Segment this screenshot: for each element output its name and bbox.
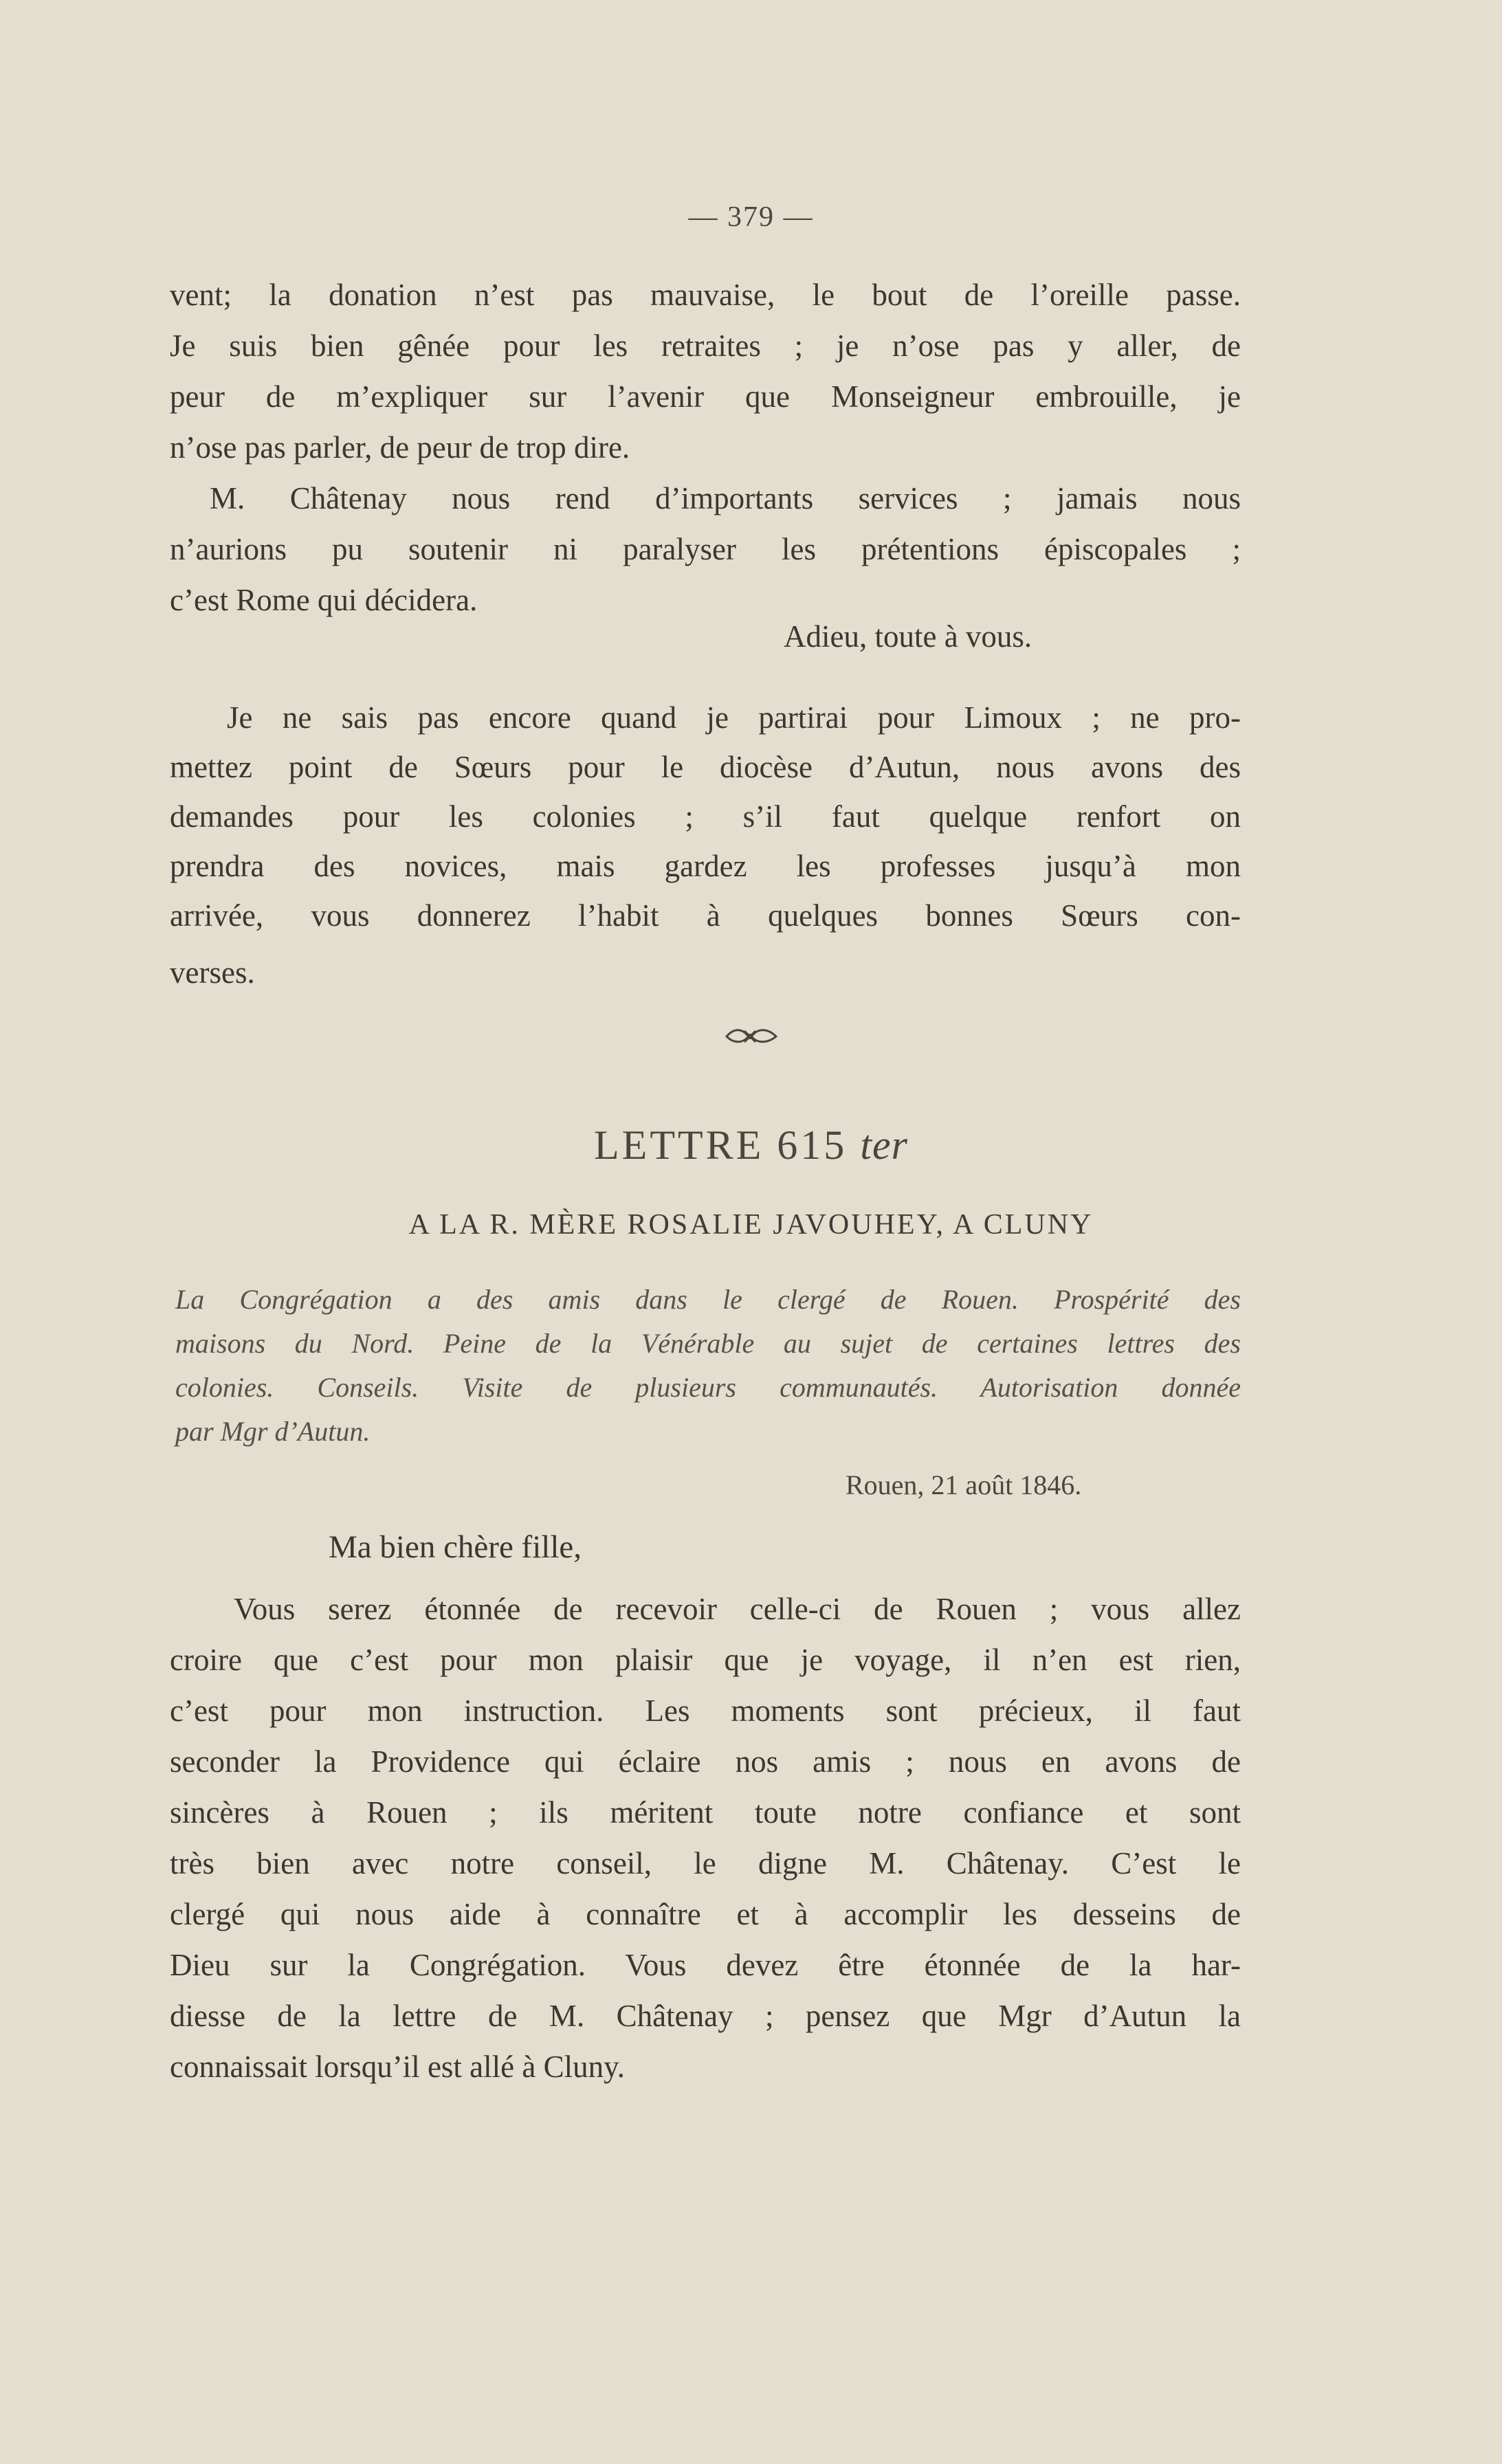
text-line: peur de m’expliquer sur l’avenir que Monseigneur embrouille, je [170,379,1241,414]
text-line: c’est Rome qui décidera. [170,583,478,617]
place-date: Rouen, 21 août 1846. [846,1469,1082,1500]
summary-line: maisons du Nord. Peine de la Vénérable au sujet de certaines lettres des [175,1328,1241,1359]
text-line: diesse de la lettre de M. Châtenay ; pensez que Mgr d’Autun la [170,1999,1241,2033]
text-line: n’aurions pu soutenir ni paralyser les prétentions épiscopales ; [170,532,1241,566]
summary-line: La Congrégation a des amis dans le clergé de Rouen. Prospérité des [175,1284,1241,1315]
letter-number: LETTRE 615 [594,1122,848,1168]
text-line: arrivée, vous donnerez l’habit à quelques bonnes Sœurs con- [170,898,1241,933]
text-line: n’ose pas parler, de peur de trop dire. [170,430,630,465]
letter-suffix: ter [860,1122,908,1168]
text-line: connaissait lorsqu’il est allé à Cluny. [170,2050,625,2084]
text-line: prendra des novices, mais gardez les professes jusqu’à mon [170,849,1241,883]
summary-line: colonies. Conseils. Visite de plusieurs communautés. Autorisation donnée [175,1372,1241,1403]
text-line: Je ne sais pas encore quand je partirai pour Limoux ; ne pro- [227,700,1241,735]
summary-line: par Mgr d’Autun. [175,1416,371,1447]
text-line: Dieu sur la Congrégation. Vous devez être étonnée de la har- [170,1948,1241,1982]
letter-recipient: A LA R. MÈRE ROSALIE JAVOUHEY, A CLUNY [408,1209,1094,1241]
text-line: M. Châtenay nous rend d’importants services ; jamais nous [210,481,1241,515]
text-line: c’est pour mon instruction. Les moments sont précieux, il faut [170,1694,1241,1728]
text-line: Vous serez étonnée de recevoir celle-ci de Rouen ; vous allez [234,1592,1241,1626]
text-line: seconder la Providence qui éclaire nos amis ; nous en avons de [170,1744,1241,1779]
text-line: demandes pour les colonies ; s’il faut quelque renfort on [170,799,1241,834]
text-line: très bien avec notre conseil, le digne M. Châtenay. C’est le [170,1846,1241,1880]
text-line: Je suis bien gênée pour les retraites ; je n’ose pas y aller, de [170,329,1241,363]
text-line: vent; la donation n’est pas mauvaise, le bout de l’oreille passe. [170,278,1241,312]
text-line: croire que c’est pour mon plaisir que je voyage, il n’en est rien, [170,1643,1241,1677]
page-number: — 379 — [688,201,814,233]
salutation: Ma bien chère fille, [329,1529,582,1565]
letter-title [0,1122,1502,1169]
closing-salutation: Adieu, toute à vous. [784,619,1032,654]
text-line: verses. [170,955,255,990]
fleuron-divider-icon [0,1024,1502,1052]
text-line: clergé qui nous aide à connaître et à accomplir les desseins de [170,1897,1241,1931]
text-line: sincères à Rouen ; ils méritent toute notre confiance et sont [170,1795,1241,1830]
text-line: mettez point de Sœurs pour le diocèse d’Autun, nous avons des [170,750,1241,784]
